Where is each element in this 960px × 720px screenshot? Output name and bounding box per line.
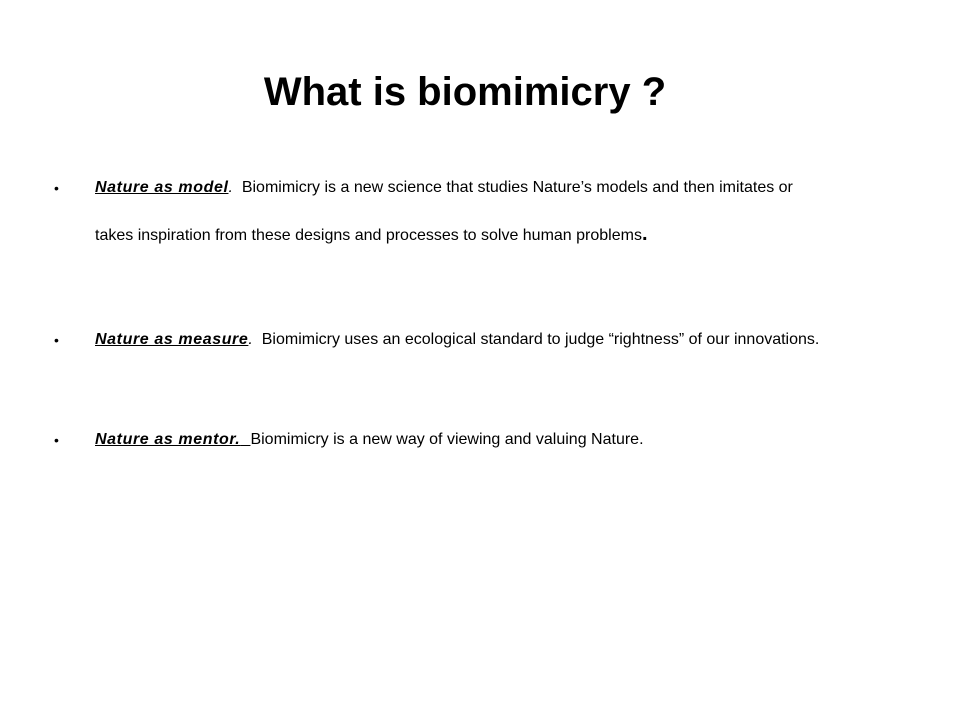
bullet-text	[95, 165, 914, 259]
bullet-text	[95, 317, 914, 363]
bullet-item-measure	[54, 317, 914, 363]
bullet-icon: •	[54, 432, 59, 448]
term-period: .	[228, 179, 233, 196]
bullet-description: Biomimicry is a new science that studies Nature’s models and then imitates or	[241, 179, 793, 196]
bullet-description: Biomimicry uses an ecological standard to judge “rightness” of our innovations.	[261, 331, 820, 348]
bullet-line	[95, 165, 914, 211]
end-period: .	[641, 223, 648, 245]
bullet-line	[95, 417, 914, 463]
bullet-term: Nature as model	[95, 179, 229, 196]
bullet-icon: •	[54, 332, 59, 348]
bullet-item-model	[54, 165, 914, 259]
bullet-icon: •	[54, 180, 59, 196]
bullet-description: Biomimicry is a new way of viewing and valuing Nature.	[250, 431, 644, 448]
term-spacer	[240, 431, 250, 448]
term-period: .	[248, 331, 253, 348]
bullet-item-mentor	[54, 417, 914, 463]
bullet-description-continued: takes inspiration from these designs and processes to solve human problems	[95, 227, 642, 244]
bullet-text	[95, 417, 914, 463]
bullet-line	[95, 211, 914, 259]
slide-title: What is biomimicry ?	[263, 70, 667, 114]
bullet-term: Nature as measure	[95, 331, 249, 348]
bullet-term: Nature as mentor.	[95, 431, 241, 448]
bullet-line	[95, 317, 914, 363]
